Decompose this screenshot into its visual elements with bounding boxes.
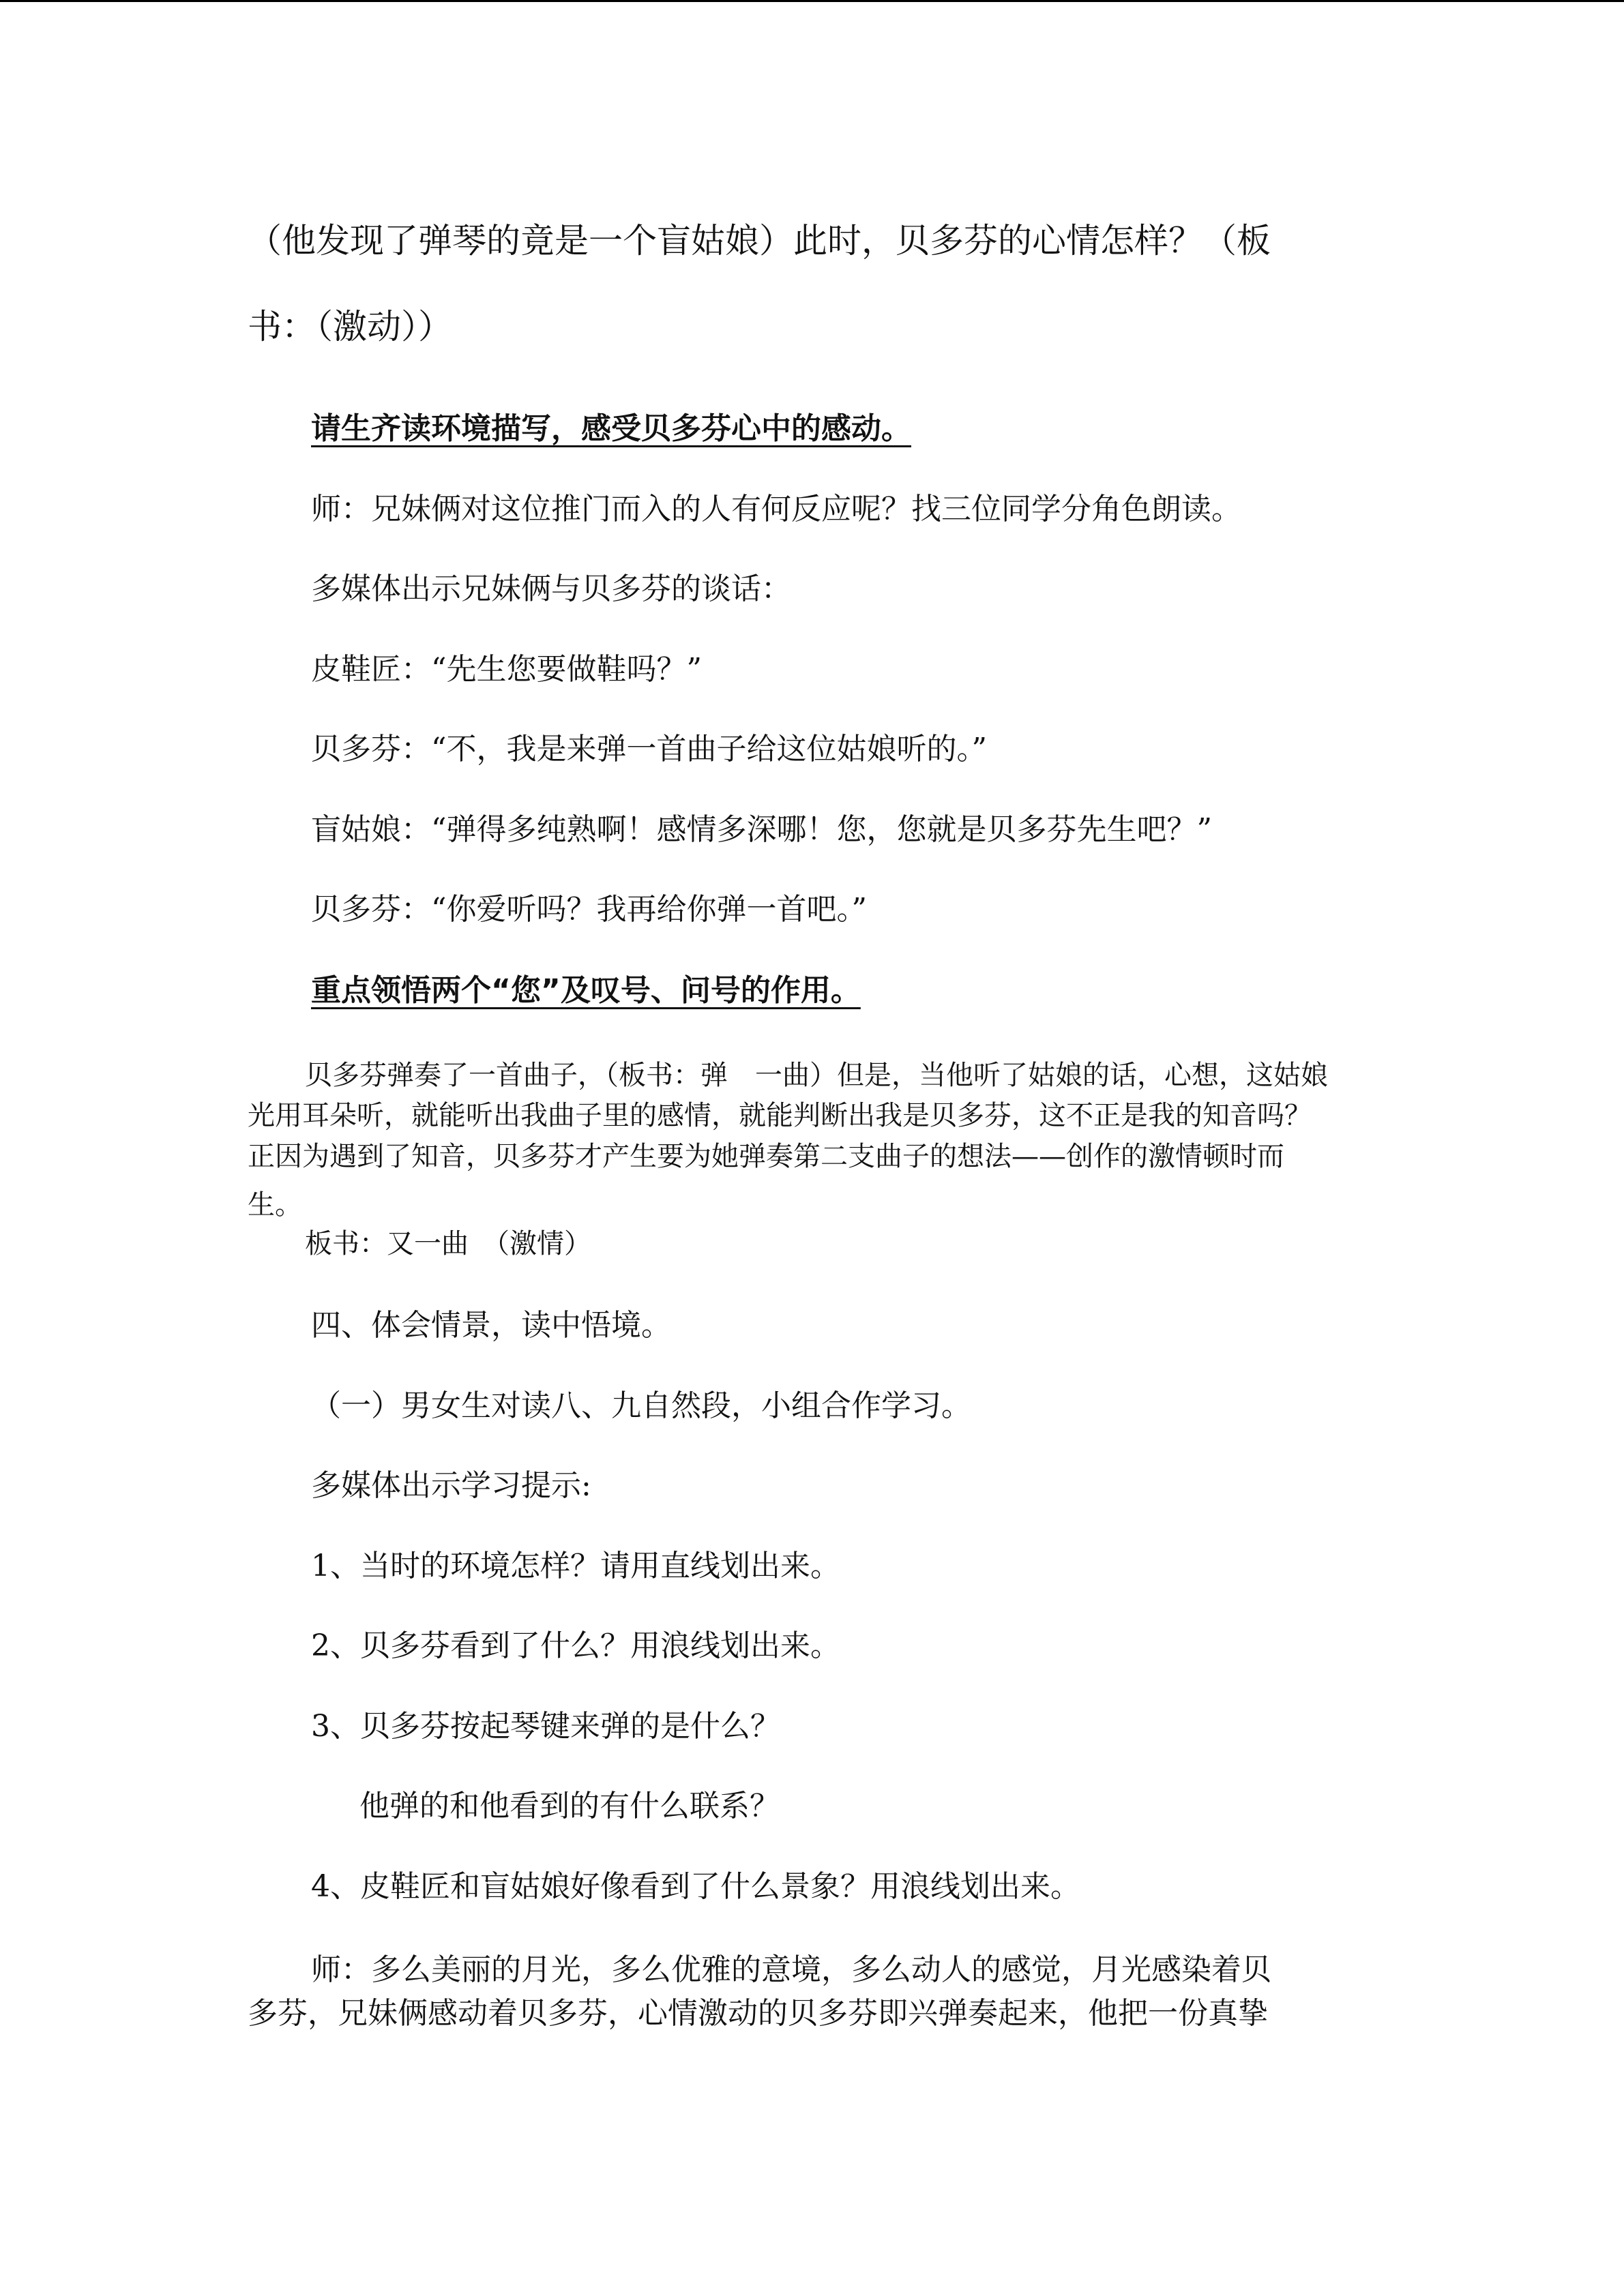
section-heading: 请生齐读环境描写，感受贝多芬心中的感动。: [311, 411, 911, 446]
paragraph-line: 贝多芬弹奏了一首曲子，（板书：弹 一曲）但是，当他听了姑娘的话，心想，这姑娘: [305, 1060, 1328, 1091]
list-item: 4、皮鞋匠和盲姑娘好像看到了什么景象？用浪线划出来。: [311, 1869, 1080, 1904]
dialogue-line: 贝多芬：“不，我是来弹一首曲子给这位姑娘听的。”: [311, 732, 987, 766]
paragraph-line: （一）男女生对读八、九自然段，小组合作学习。: [311, 1388, 971, 1423]
paragraph-line: 多芬，兄妹俩感动着贝多芬，心情激动的贝多芬即兴弹奏起来，他把一份真挚: [248, 1996, 1268, 2031]
paragraph-line: 光用耳朵听，就能听出我曲子里的感情，就能判断出我是贝多芬，这不正是我的知音吗？: [248, 1100, 1312, 1131]
paragraph-line: 师：兄妹俩对这位推门而入的人有何反应呢？找三位同学分角色朗读。: [311, 492, 1241, 526]
paragraph-line: 师：多么美丽的月光，多么优雅的意境，多么动人的感觉，月光感染着贝: [311, 1952, 1271, 1987]
dialogue-line: 皮鞋匠：“先生您要做鞋吗？”: [311, 652, 702, 687]
list-item: 1、当时的环境怎样？请用直线划出来。: [311, 1549, 840, 1583]
blackboard-note: 板书：又一曲 （激情）: [305, 1228, 591, 1259]
list-item: 2、贝多芬看到了什么？用浪线划出来。: [311, 1628, 840, 1663]
paragraph-line: 正因为遇到了知音，贝多芬才产生要为她弹奏第二支曲子的想法——创作的激情顿时而: [248, 1141, 1284, 1172]
paragraph-line: 多媒体出示学习提示:: [311, 1468, 591, 1503]
list-item-continuation: 他弹的和他看到的有什么联系？: [359, 1789, 780, 1823]
paragraph-line: 生。: [248, 1189, 302, 1221]
list-item: 3、贝多芬按起琴键来弹的是什么？: [311, 1709, 780, 1744]
paragraph-line: 书：（激动））: [248, 307, 452, 346]
page-top-border: [0, 0, 1624, 2]
paragraph-line: 四、体会情景，读中悟境。: [311, 1308, 671, 1343]
dialogue-line: 贝多芬：“你爱听吗？我再给你弹一首吧。”: [311, 892, 867, 927]
dialogue-line: 盲姑娘：“弹得多纯熟啊！感情多深哪！您，您就是贝多芬先生吧？”: [311, 812, 1212, 847]
section-heading: 重点领悟两个“您”及叹号、问号的作用。: [311, 973, 861, 1008]
paragraph-line: 多媒体出示兄妹俩与贝多芬的谈话：: [311, 571, 791, 606]
paragraph-line: （他发现了弹琴的竟是一个盲姑娘）此时，贝多芬的心情怎样？（板: [248, 221, 1271, 260]
